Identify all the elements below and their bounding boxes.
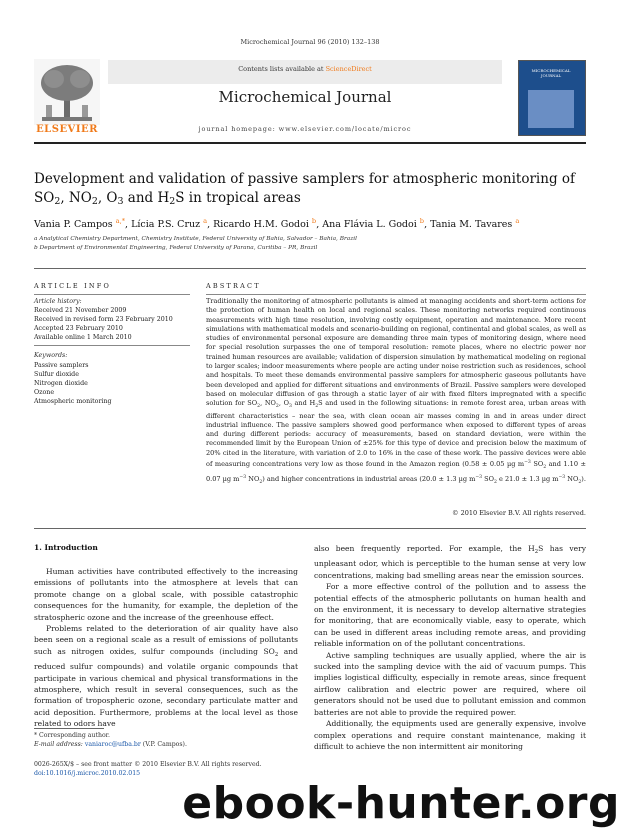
keyword-item: Sulfur dioxide	[34, 371, 79, 378]
abstract-heading: ABSTRACT	[206, 282, 261, 290]
contents-line	[108, 65, 502, 73]
history-list	[34, 306, 194, 342]
elsevier-tree-logo	[34, 59, 100, 129]
email-label: E-mail address:	[34, 741, 85, 748]
email-link[interactable]: vaniaroc@ufba.br	[84, 741, 141, 748]
abstract-text: Traditionally the monitoring of atmospheric pollutants is aimed at managing accidents and short-term actions for the protection of human health on local and regional scales. These monitoring networks required continuous measurements with high time resolution, involving costly equipment, operation and maintenance. More recent simulations with mathematical models and scenario-building on regional, continental and global scales, as well as studies of environmental personal exposure are demanding three main types of monitoring design, where need for special resolution surpasses the one of temporal resolution: remote places, where no electric power nor trained human resources are available; validation of dispersion simulation by mathematical modeling on regional to larger scales; indoor measurements where people are acting under noise restriction such as residences, school and hospitals. To meet these demands environmental passive samplers for atmospheric gaseous pollutants have been developed and applied for different situations and environments of Brazil. Passive samplers were developed based on molecular diffusion of gas through a static layer of air with fixed filters impregnated with a specific solution for $SO_2$, $NO_2$, $O_3$ and $H_2S$ and used in the following situations: in remote forest area, urban areas with different characteristics – near the sea, with clean ocean air masses coming in and in areas under direct industrial influence. The passive samplers showed good performance when exposed to different types of areas and during different periods: accuracy of measurements, based on standard deviation, were within the recommended limit by the European Union of ±25% for this type of device and precision below the maximum of 20% cited in the literature, with variation of 2.0 to 16% in the case of these work. The passive devices were able of measuring concentrations very low as those found in the Amazon region (0.58 ± 0.05 µg $m^{-3}$ $SO_2$ and 1.10 ± 0.07 µg $m^{-3}$ $NO_2$) and higher concentrations in industrial areas (20.0 ± 1.3 µg $m^{-3}$ $SO_2$ e 21.0 ± 1.3 µg $m^{-3}$ $NO_2$).	[206, 297, 586, 485]
keywords-heading: Keywords:	[34, 352, 68, 359]
article-info-heading: ARTICLE INFO	[34, 282, 111, 290]
paper-title: Development and validation of passive samplers for atmospheric monitoring of $SO_2$, $NO_2$, $O_3$ and $H_2S$ in tropical areas	[34, 171, 576, 207]
keywords-rule	[34, 345, 190, 346]
journal-title: Microchemical Journal	[218, 88, 392, 106]
footnote-rule	[34, 728, 104, 729]
keyword-item: Passive samplers	[34, 362, 89, 369]
affiliation-a: a Analytical Chemistry Department, Chemistry Institute, Federal University of Bahia, Salvador – Bahia, Brazil	[34, 236, 357, 242]
body-paragraph: Problems related to the deterioration of air quality have also been seen on a regional scale as a result of emissions of pollutants such as nitrogen oxides, sulfur compounds (including $SO_2$ and reduced sulfur compounds) and volatile organic compounds that participate in various chemical and physical transformations in the atmosphere, which result in several consequences, such as the formation of tropospheric ozone, secondary particulate matter and acid deposition. Furthermore, problems at the local level as those related to odors have	[34, 624, 298, 729]
body-paragraph: Additionally, the equipments used are generally expensive, involve complex operations and require constant maintenance, making it difficult to achieve the non intermittent air monitoring	[314, 719, 586, 751]
elsevier-logo-text: ELSEVIER	[36, 124, 98, 135]
history-item: Accepted 23 February 2010	[34, 325, 123, 332]
email-note	[34, 741, 187, 748]
issn-line: 0026-265X/$ – see front matter © 2010 Elsevier B.V. All rights reserved.	[34, 761, 262, 768]
corresponding-author-note: * Corresponding author.	[34, 732, 110, 739]
history-item: Received 21 November 2009	[34, 307, 127, 314]
body-paragraph: also been frequently reported. For example, the $H_2S$ has very unpleasant odor, which is perceptible to the human sense at very low concentrations, making bad smelling areas near the emission sources.	[314, 544, 586, 580]
body-column-left	[34, 566, 298, 730]
abstract-copyright: © 2010 Elsevier B.V. All rights reserved.	[452, 509, 586, 517]
body-paragraph: Active sampling techniques are usually applied, where the air is sucked into the sampling device with the aid of vacuum pumps. This implies logistical difficulty, especially in remote areas, since frequent airflow calibration and electric power are required, where oil generators should not be used due to pollutant emission and common batteries are not able to provide the required power.	[314, 650, 586, 717]
journal-reference: Microchemical Journal 96 (2010) 132–138	[240, 38, 380, 46]
cover-title: MICROCHEMICAL JOURNAL	[531, 68, 571, 78]
keyword-item: Ozone	[34, 389, 55, 396]
watermark: ebook-hunter.org	[182, 778, 620, 829]
abstract-rule	[206, 294, 586, 295]
email-suffix: (V.P. Campos).	[140, 741, 187, 748]
body-paragraph: For a more effective control of the pollution and to assess the potential effects of the atmospheric pollutants on human health and on the environment, it is necessary to develop alternative strategies for monitoring, that are economically viable, easy to operate, which can be used in different areas including remote areas, and providing reliable information on of the pollutant concentrations.	[314, 582, 586, 649]
sciencedirect-link[interactable]: ScienceDirect	[325, 65, 372, 73]
introduction-heading: 1. Introduction	[34, 543, 98, 552]
article-info-rule	[34, 294, 190, 295]
history-heading: Article history:	[34, 298, 82, 305]
cover-illustration	[528, 90, 574, 128]
title-divider	[34, 268, 586, 269]
body-column-right	[314, 543, 586, 752]
keyword-item: Atmospheric monitoring	[34, 398, 112, 405]
body-paragraph: Human activities have contributed effectively to the increasing emissions of pollutants into the atmosphere at levels that can promote change on a global scale, with possible catastrophic consequences for the humanity, for example, the depletion of the stratospheric ozone and the increase of the greenhouse effect.	[34, 567, 298, 622]
doi-link[interactable]: doi:10.1016/j.microc.2010.02.015	[34, 770, 141, 777]
contents-prefix: Contents lists available at	[238, 65, 326, 73]
history-item: Available online 1 March 2010	[34, 334, 132, 341]
journal-homepage[interactable]: journal homepage: www.elsevier.com/locate/microc	[198, 125, 412, 133]
header-divider	[34, 142, 586, 144]
affiliation-b: b Department of Environmental Engineering, Federal University of Parana, Curitiba – PR, Brazil	[34, 245, 318, 251]
author-list: Vania P. Campos $^{a,*}$, Lícia P.S. Cruz $^a$, Ricardo H.M. Godoi $^b$, Ana Flávia L. Godoi $^b$, Tania M. Tavares $^a$	[34, 217, 520, 231]
keyword-item: Nitrogen dioxide	[34, 380, 88, 387]
keywords-list	[34, 361, 194, 406]
history-item: Received in revised form 23 February 2010	[34, 316, 173, 323]
abstract-divider	[34, 528, 586, 529]
